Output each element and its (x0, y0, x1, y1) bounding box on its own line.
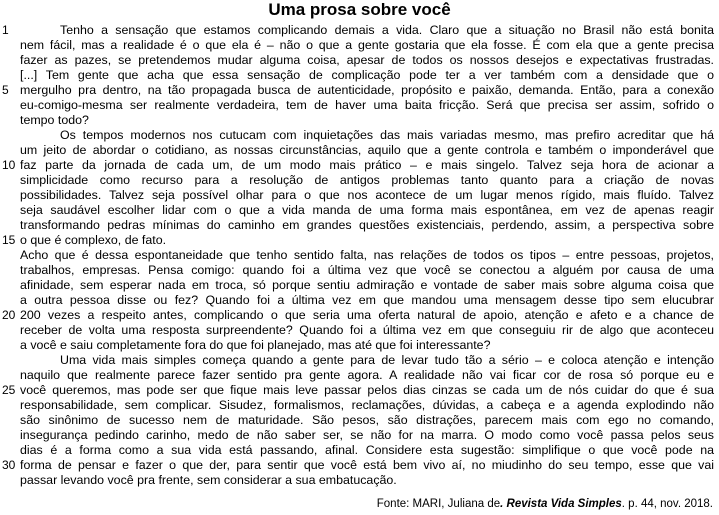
text-line: possibilidades. Talvez seja possível olhar para o que nos acontece de um lugar menos rígido, mais fluído. Talvez (20, 188, 714, 202)
line-number: 15 (2, 233, 16, 247)
text-line: simplicidade como recurso para a resolução de antigos problemas tanto quanto para a criação de novas (20, 173, 714, 187)
text-line: faz parte da jornada de cada um, de um modo mais prático – e mais singelo. Talvez seja hora de acionar a (20, 158, 714, 172)
text-line: trabalhos, empresas. Pensa comigo: quando foi a última vez que você se conectou a alguém por causa de uma (20, 263, 714, 277)
line-number: 5 (2, 83, 9, 97)
text-line: Acho que é dessa espontaneidade que tenho sentido falta, nas relações de todos os tipos – entre pessoas, projetos, (20, 248, 714, 262)
text-line: a você e saiu completamente fora do que foi planejado, mas até que foi interessante? (20, 338, 491, 352)
text-line: [...] Tem gente que acha que essa sensação de complicação pode ter a ver também com a densidade que o (20, 68, 714, 82)
text-line: o que é complexo, de fato. (20, 233, 167, 247)
line-number: 30 (2, 458, 16, 472)
source-details: . p. 44, nov. 2018. (621, 498, 713, 510)
source-publication: . Revista Vida Simples (500, 498, 622, 510)
text-line: transformando pedras mínimas do caminho em grandes questões existenciais, perdendo, assim, a perspectiva sobre (20, 218, 714, 232)
text-line: tempo todo? (20, 113, 89, 127)
text-line: são sinônimo de sucesso nem de maturidade. São pesos, são distrações, parecem mais com ego no comando, (20, 413, 714, 427)
text-line: Os tempos modernos nos cutucam com inquietações das mais variadas mesmo, mas prefiro acreditar que há (60, 128, 714, 142)
source-citation (377, 497, 713, 512)
text-line: nem fácil, mas a realidade é o que ela é – não o que a gente gostaria que ela fosse. É com ela que a gente precisa (20, 38, 714, 52)
text-line: mergulho pra dentro, na tão propagada busca de autenticidade, propósito e paixão, demanda. Então, para a conexão (20, 83, 714, 97)
text-line: receber de volta uma resposta surpreendente? Quando foi a última vez em que conseguiu rir de algo que aconteceu (20, 323, 714, 337)
text-line: Uma vida mais simples começa quando a gente para de levar tudo tão a sério – e coloca atenção e intenção (60, 353, 714, 367)
text-line: dias é a forma como a sua vida está passando, afinal. Considere esta sugestão: simplifique o que você pode na (20, 443, 714, 457)
line-number: 1 (2, 23, 9, 37)
text-line: responsabilidade, sem complicar. Sisudez, formalismos, reclamações, dúvidas, a cabeça e a agenda explodindo não (20, 398, 714, 412)
text-line: forma de pensar e fazer o que der, para sentir que você está bem vivo aí, no miudinho do seu tempo, esse que vai (20, 458, 714, 472)
text-line: eu-comigo-mesma ser realmente verdadeira, tem de haver uma baita fricção. Será que precisa ser assim, sofrido o (20, 98, 714, 112)
line-number: 20 (2, 308, 16, 322)
text-line: um jeito de abordar o cotidiano, as nossas circunstâncias, aquilo que a gente controla e também o imponderável que (20, 143, 714, 157)
text-line: fazer as pazes, se pretendemos mudar alguma coisa, apesar de todos os nossos desejos e expectativas frustradas. (20, 53, 714, 67)
text-line: a outra pessoa disse ou fez? Quando foi a última vez em que mandou uma mensagem desse tipo sem elucubrar (20, 293, 714, 307)
text-line: afinidade, sem esperar nada em troca, só porque sentiu admiração e vontade de saber mais sobre alguma coisa que (20, 278, 714, 292)
text-line: naquilo que realmente parece fazer sentido pra gente agora. A realidade não vai ficar cor de rosa só porque eu e (20, 368, 714, 382)
text-line: Tenho a sensação que estamos complicando demais a vida. Claro que a situação no Brasil não está bonita (60, 23, 714, 37)
line-number: 25 (2, 383, 16, 397)
line-number: 10 (2, 158, 16, 172)
page-title: Uma prosa sobre você (268, 0, 451, 19)
text-line: seja saudável escolher lidar com o que a vida manda de uma forma mais espontânea, em vez de apenas reagir (20, 203, 714, 217)
text-line: insegurança pedindo carinho, medo de não saber ser, se não for na marra. O modo como você passa pelos seus (20, 428, 714, 442)
text-line: 200 vezes a respeito antes, complicando o que seria uma oferta natural de apoio, atenção e afeto e a chance de (20, 308, 714, 322)
text-line: você queremos, mas pode ser que fique mais leve passar pelos dias cinzas se cada um de nós cuidar do que é sua (20, 383, 714, 397)
source-author: Fonte: MARI, Juliana de (376, 498, 501, 510)
text-line: passar levando você pra frente, sem considerar a sua embatucação. (20, 473, 397, 487)
